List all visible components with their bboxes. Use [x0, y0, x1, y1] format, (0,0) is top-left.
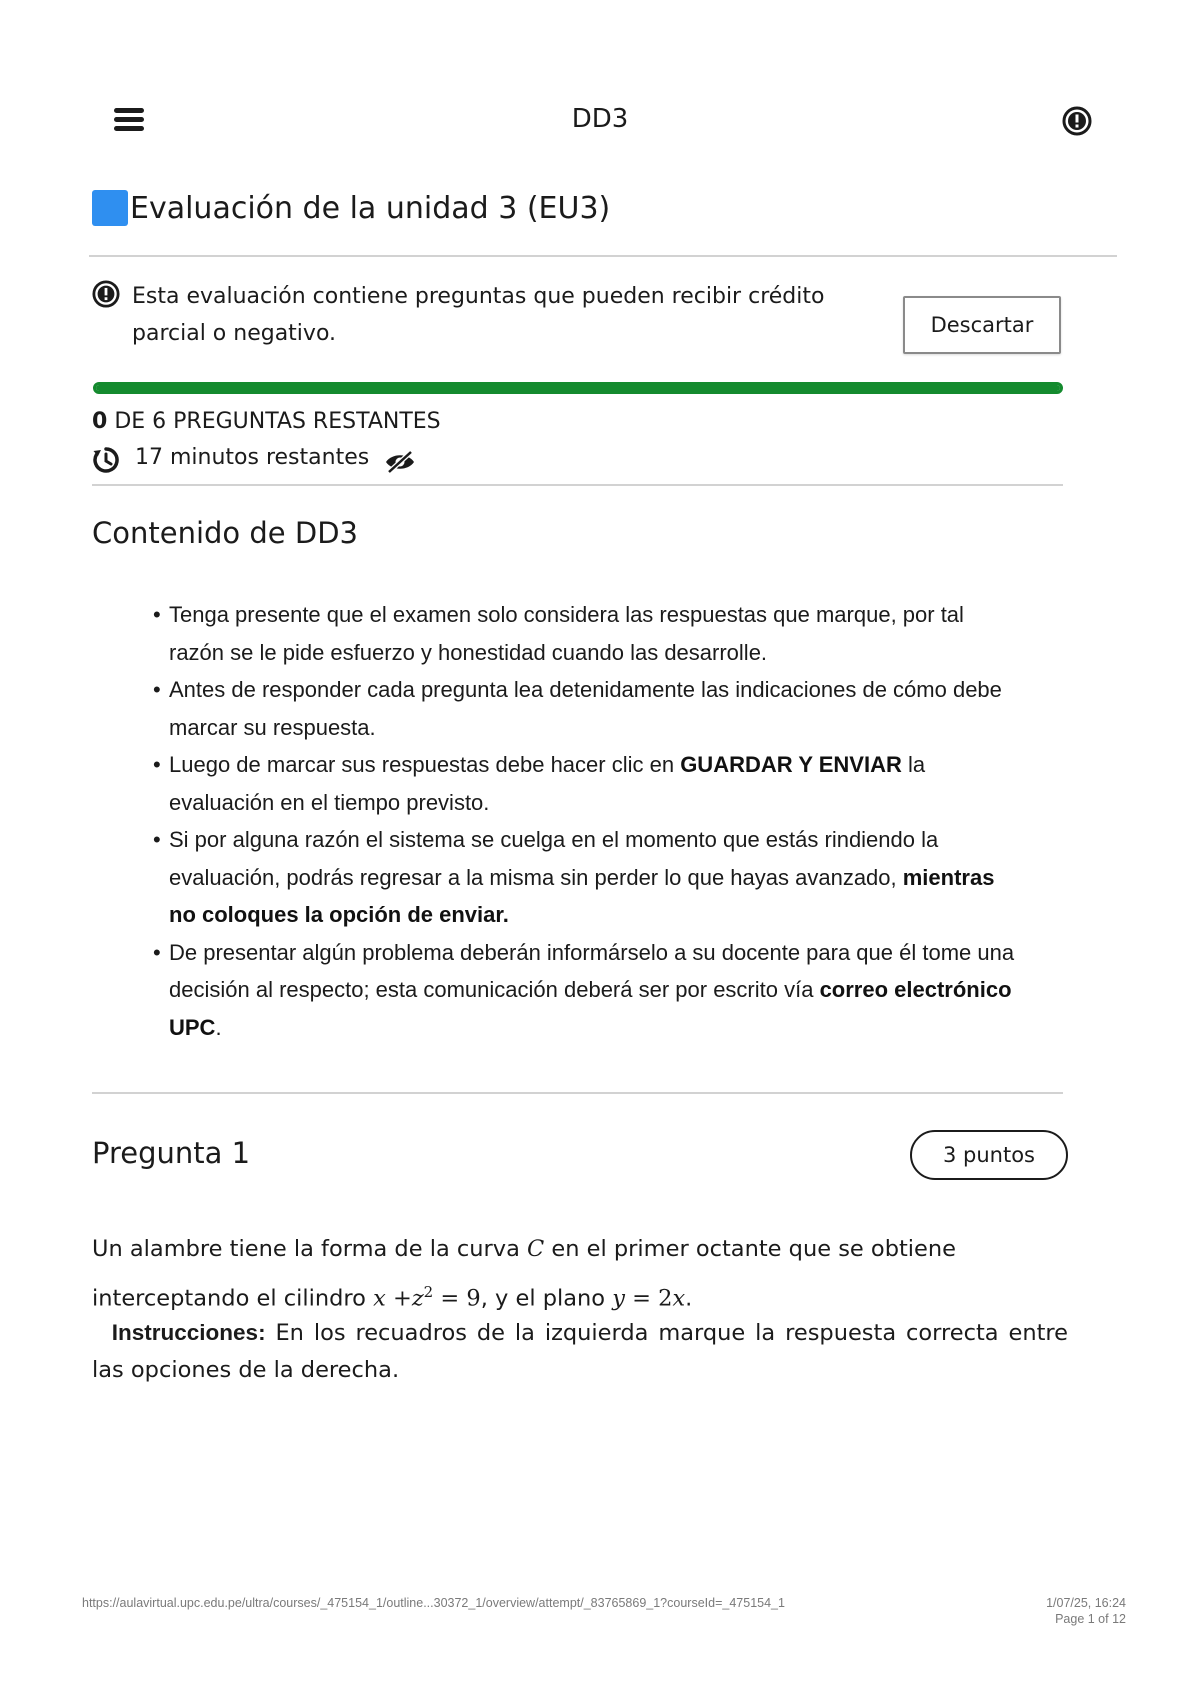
list-item: • Antes de responder cada pregunta lea detenidamente las indicaciones de cómo debe marcar su respuesta. [150, 671, 1020, 746]
title-divider [89, 255, 1117, 257]
progress-divider [92, 484, 1063, 486]
footer-page-number: Page 1 of 12 [1055, 1612, 1126, 1626]
points-badge: 3 puntos [910, 1130, 1068, 1180]
remaining-questions [92, 409, 441, 434]
blue-square-icon [92, 190, 128, 226]
course-title: DD3 [571, 104, 629, 134]
timer-icon [92, 446, 120, 474]
remaining-count: 0 [92, 409, 108, 434]
content-title: Contenido de DD3 [92, 516, 358, 550]
question-instructions: Instrucciones: En los recuadros de la izquierda marque la respuesta correcta entre las opciones de la derecha. [92, 1320, 1068, 1383]
question-title: Pregunta 1 [92, 1136, 251, 1170]
list-item: • Tenga presente que el examen solo considera las respuestas que marque, por tal razón se le pide esfuerzo y honestidad cuando las desarrolle. [150, 596, 1020, 671]
page-title-row [92, 190, 610, 226]
notice-text: Esta evaluación contiene preguntas que pueden recibir crédito parcial o negativo. [132, 284, 825, 346]
progress-bar [93, 382, 1063, 394]
footer-date: 1/07/25, 16:24 [1046, 1596, 1126, 1610]
list-item: • Luego de marcar sus respuestas debe hacer clic en GUARDAR Y ENVIAR la evaluación en el tiempo previsto. [150, 746, 1020, 821]
info-circle-icon [92, 280, 120, 308]
question-stem: Un alambre tiene la forma de la curva C en el primer octante que se obtiene interceptando el cilindro $x +z^2 = 9$, y el plano y = 2x. [92, 1236, 956, 1312]
rules-list [150, 596, 1020, 1046]
content-divider [92, 1092, 1063, 1094]
discard-button[interactable]: Descartar [903, 296, 1061, 354]
list-item: • De presentar algún problema deberán informárselo a su docente para que él tome una decisión al respecto; esta comunicación deberá ser por escrito vía correo electrónico UPC. [150, 934, 1020, 1047]
footer-url: https://aulavirtual.upc.edu.pe/ultra/courses/_475154_1/outline...30372_1/overview/attempt/_83765869_1?courseId=_475154_1 [82, 1596, 785, 1610]
list-item: • Si por alguna razón el sistema se cuelga en el momento que estás rindiendo la evaluación, podrás regresar a la misma sin perder lo que hayas avanzado, mientras no coloques la opción de enviar. [150, 821, 1020, 934]
eye-slash-icon[interactable] [384, 450, 416, 474]
minutes-remaining: 17 minutos restantes [135, 445, 370, 470]
info-circle-icon[interactable] [1062, 106, 1092, 136]
page-title: Evaluación de la unidad 3 (EU3) [130, 190, 611, 226]
remaining-label: DE 6 PREGUNTAS RESTANTES [114, 409, 441, 434]
progress-bar-fill [96, 385, 1060, 391]
